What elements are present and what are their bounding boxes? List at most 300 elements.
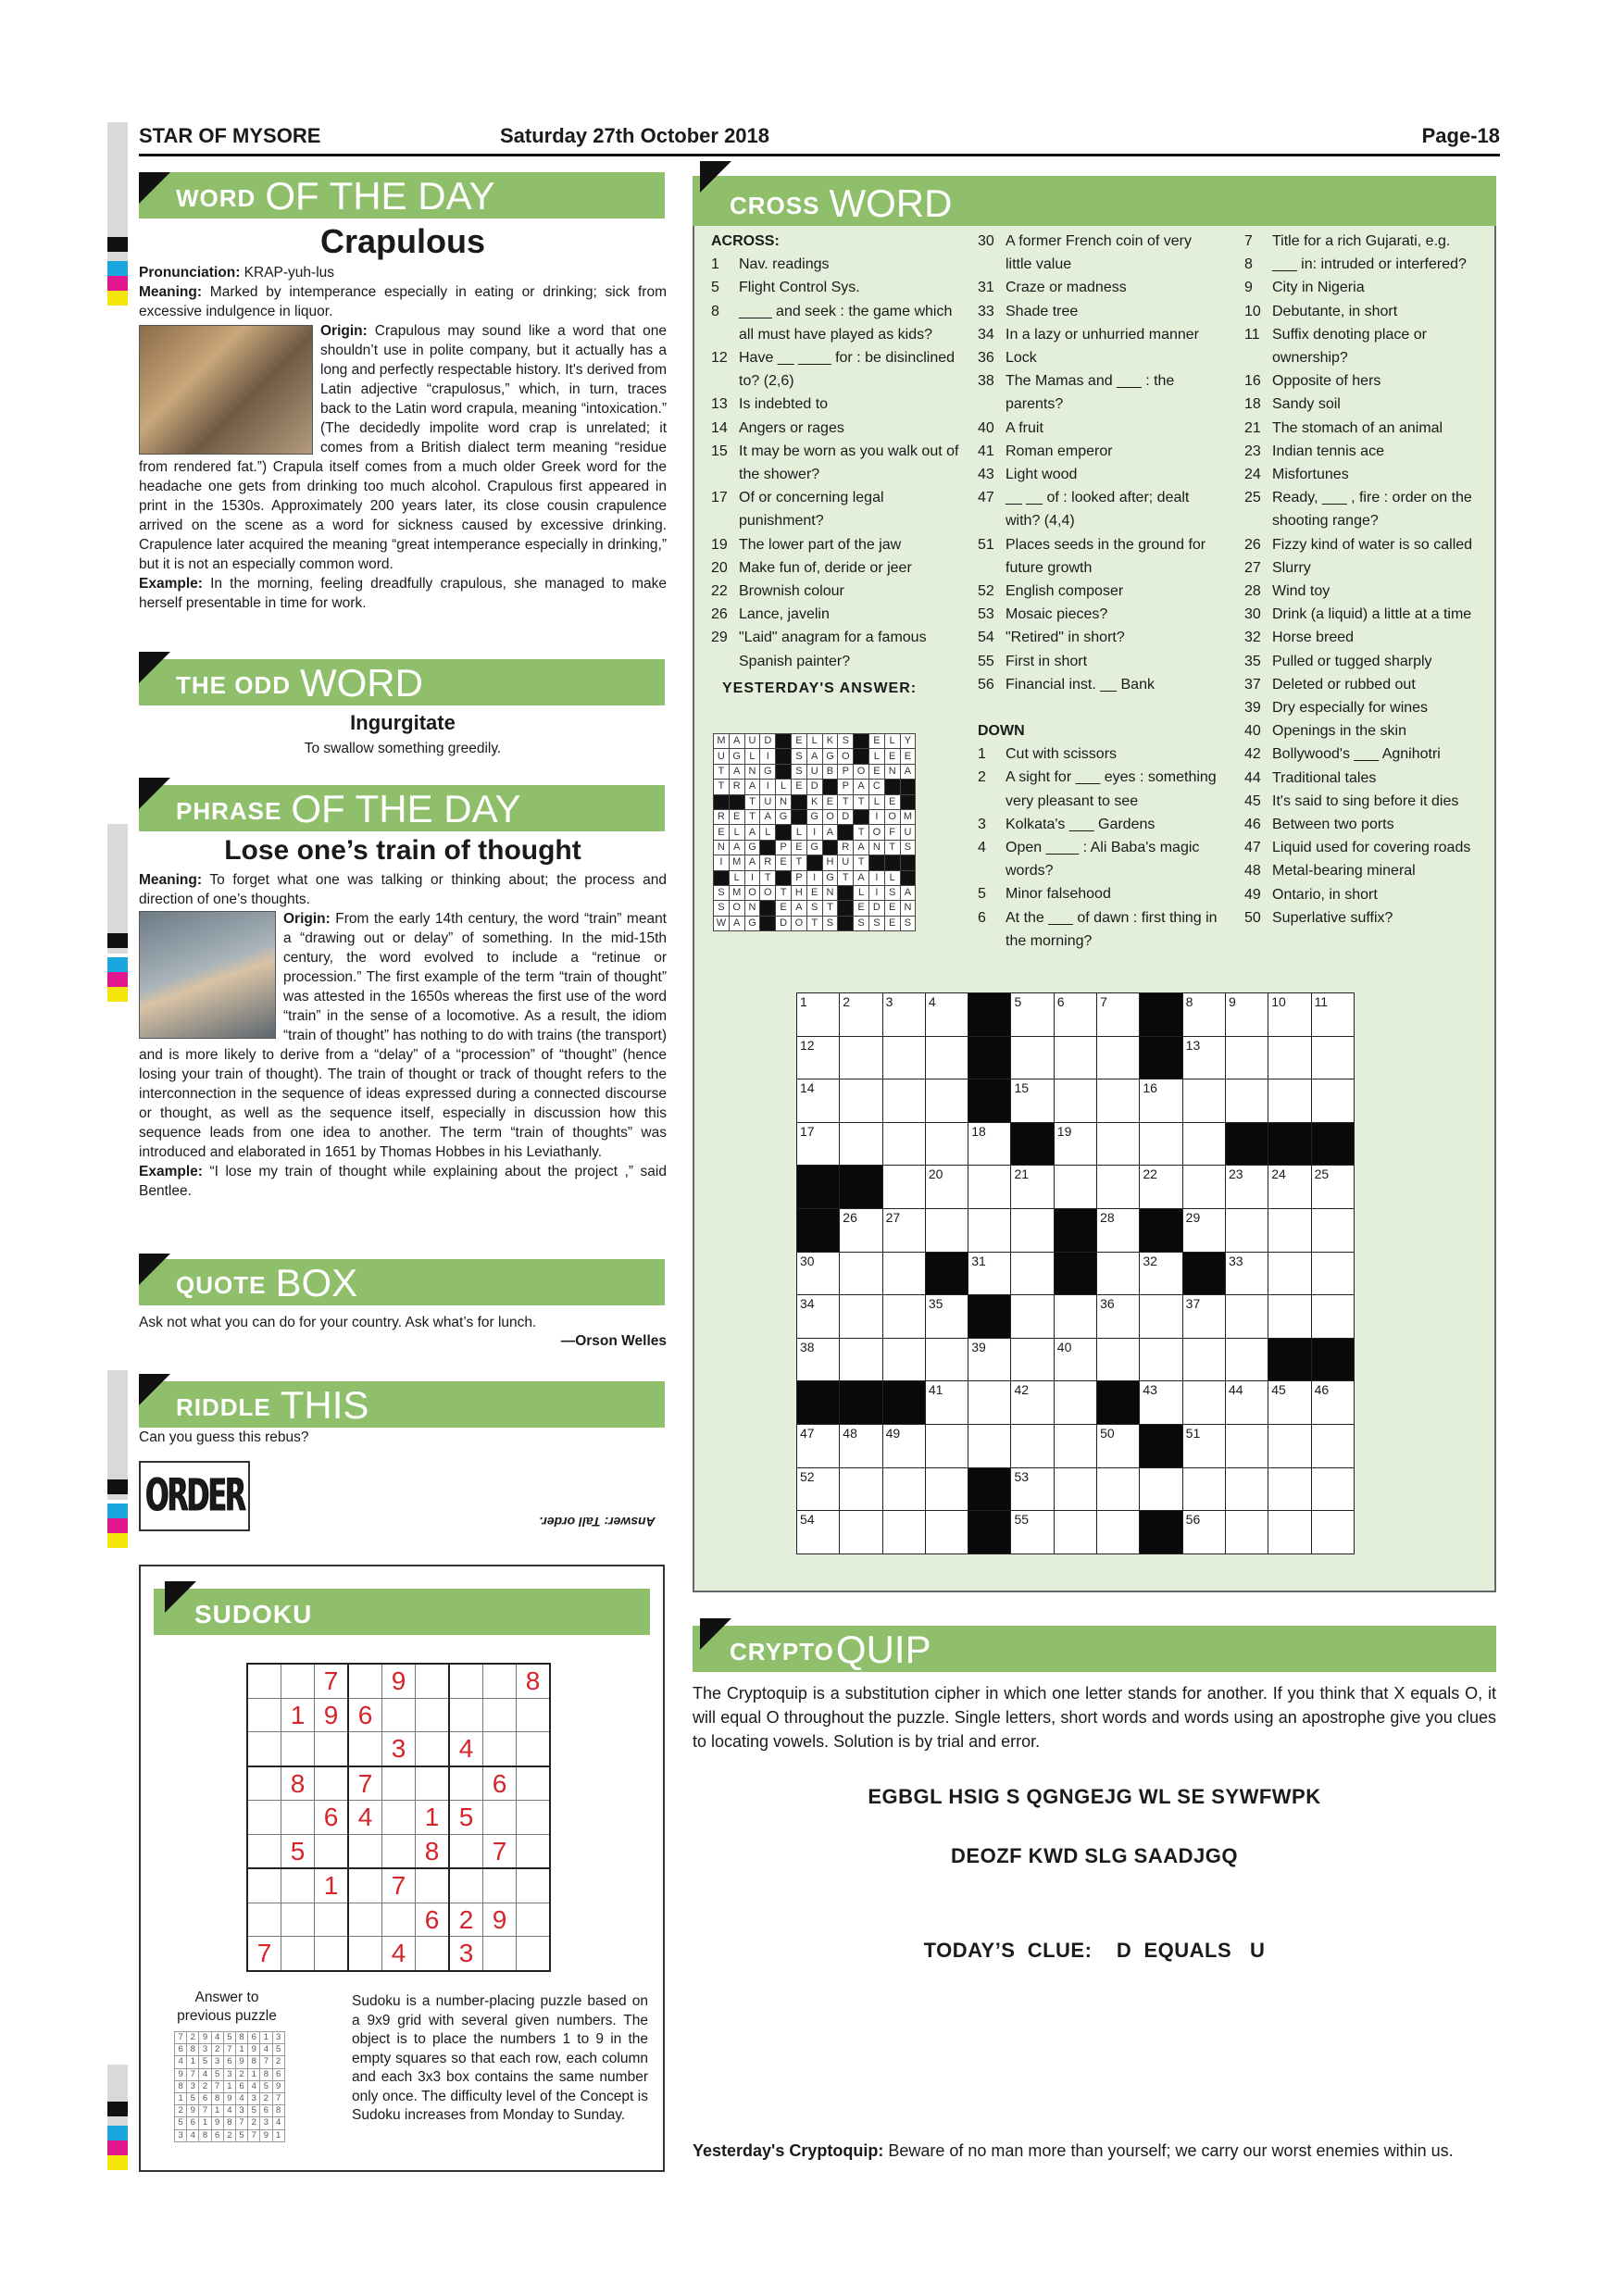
- crossword-cell[interactable]: [968, 1166, 1011, 1209]
- crossword-cell[interactable]: [1268, 1036, 1311, 1079]
- sudoku-cell[interactable]: [416, 1766, 450, 1801]
- crossword-cell[interactable]: [1011, 1424, 1054, 1467]
- clue-number: 44: [1244, 769, 1261, 786]
- sudoku-cell[interactable]: [416, 1868, 450, 1903]
- crossword-cell[interactable]: [840, 1467, 882, 1511]
- sudoku-cell[interactable]: 4: [348, 1801, 382, 1835]
- crossword-cell[interactable]: [882, 1338, 925, 1381]
- crossword-cell[interactable]: [840, 1208, 882, 1252]
- clue-number: 46: [1244, 817, 1261, 833]
- clue-number: 1: [711, 256, 719, 273]
- sudoku-cell[interactable]: [247, 1698, 281, 1732]
- sudoku-cell[interactable]: [382, 1766, 416, 1801]
- answer-letter: E: [884, 916, 900, 930]
- crossword-cell[interactable]: [1268, 993, 1311, 1037]
- answer-letter: E: [791, 780, 806, 794]
- sudoku-cell[interactable]: [348, 1834, 382, 1868]
- sudoku-cell[interactable]: [382, 1834, 416, 1868]
- crossword-cell[interactable]: [882, 1467, 925, 1511]
- crossword-cell[interactable]: [882, 1208, 925, 1252]
- crossword-cell[interactable]: [1182, 1295, 1225, 1339]
- clue-number: 3: [978, 816, 986, 832]
- crossword-cell[interactable]: [1140, 1338, 1182, 1381]
- sudoku-cell[interactable]: 6: [315, 1801, 349, 1835]
- sudoku-cell[interactable]: [315, 1732, 349, 1766]
- clue-text: "Retired" in short?: [1006, 630, 1125, 646]
- banner-label-small: SUDOKU: [194, 1600, 313, 1628]
- crossword-cell[interactable]: [1011, 1252, 1054, 1295]
- crossword-cell[interactable]: [1054, 1166, 1096, 1209]
- answer-letter: A: [744, 825, 760, 840]
- sudoku-cell[interactable]: 1: [281, 1698, 315, 1732]
- clue-text: Debutante, in short: [1272, 303, 1398, 319]
- crossword-cell[interactable]: [925, 1381, 968, 1425]
- sudoku-cell[interactable]: [517, 1801, 551, 1835]
- crossword-cell[interactable]: [797, 1079, 840, 1123]
- sudoku-cell[interactable]: [247, 1664, 281, 1698]
- crossword-cell[interactable]: [1268, 1079, 1311, 1123]
- answer-letter: R: [760, 855, 776, 870]
- answer-letter: O: [822, 809, 838, 824]
- sudoku-cell[interactable]: 8: [416, 1834, 450, 1868]
- cell-number: 13: [1185, 1037, 1201, 1053]
- sudoku-cell[interactable]: [449, 1868, 483, 1903]
- crossword-cell[interactable]: [1311, 1511, 1354, 1554]
- sudoku-cell[interactable]: 5: [449, 1801, 483, 1835]
- crossword-cell[interactable]: [1097, 1338, 1140, 1381]
- crossword-cell[interactable]: [840, 1036, 882, 1079]
- crossword-cell[interactable]: [1268, 1467, 1311, 1511]
- crossword-cell[interactable]: [1054, 1036, 1096, 1079]
- crossword-cell[interactable]: [797, 1122, 840, 1166]
- clue-text: Minor falsehood: [1006, 886, 1111, 903]
- crossword-cell[interactable]: [925, 1166, 968, 1209]
- sudoku-cell[interactable]: [315, 1903, 349, 1937]
- crossword-cell[interactable]: [1097, 993, 1140, 1037]
- answer-letter: A: [900, 885, 916, 900]
- clue-text: Kolkata's ___ Gardens: [1006, 816, 1156, 832]
- crossword-cell[interactable]: [1311, 1424, 1354, 1467]
- crossword-cell[interactable]: [1182, 1208, 1225, 1252]
- sudoku-cell[interactable]: [416, 1698, 450, 1732]
- crossword-cell[interactable]: [1182, 1511, 1225, 1554]
- sudoku-cell[interactable]: [517, 1698, 551, 1732]
- crossword-cell[interactable]: [1225, 1381, 1268, 1425]
- sudoku-cell[interactable]: [348, 1937, 382, 1971]
- crossword-cell[interactable]: [1097, 1295, 1140, 1339]
- crossword-cell[interactable]: [1097, 1079, 1140, 1123]
- black-square: [968, 1079, 1011, 1123]
- crossword-cell[interactable]: [1182, 1122, 1225, 1166]
- clue-number: 20: [711, 559, 728, 576]
- crossword-cell[interactable]: [1268, 1166, 1311, 1209]
- crossword-cell[interactable]: [1225, 1467, 1268, 1511]
- crossword-cell[interactable]: [925, 1424, 968, 1467]
- crossword-cell[interactable]: [968, 1252, 1011, 1295]
- banner-label-small: WORD: [176, 184, 256, 212]
- sudoku-cell[interactable]: 4: [382, 1937, 416, 1971]
- answer-digit: 1: [223, 2080, 235, 2092]
- crossword-cell[interactable]: [840, 993, 882, 1037]
- sudoku-cell[interactable]: [247, 1801, 281, 1835]
- crossword-cell[interactable]: [1311, 1381, 1354, 1425]
- sudoku-cell[interactable]: [449, 1766, 483, 1801]
- crossword-cell[interactable]: [1311, 1036, 1354, 1079]
- crossword-cell[interactable]: [1097, 1122, 1140, 1166]
- sudoku-cell[interactable]: 1: [416, 1801, 450, 1835]
- crossword-cell[interactable]: [1011, 1295, 1054, 1339]
- crossword-cell[interactable]: [1311, 1467, 1354, 1511]
- sudoku-cell[interactable]: [483, 1937, 517, 1971]
- cell-number: 49: [885, 1425, 901, 1441]
- crossword-cell[interactable]: [840, 1424, 882, 1467]
- sudoku-cell[interactable]: [247, 1868, 281, 1903]
- crossword-cell[interactable]: [1225, 1511, 1268, 1554]
- crossword-cell[interactable]: [1182, 1467, 1225, 1511]
- sudoku-cell[interactable]: [281, 1937, 315, 1971]
- sudoku-cell[interactable]: [247, 1834, 281, 1868]
- black-square: [776, 749, 792, 764]
- crossword-cell[interactable]: [1140, 1079, 1182, 1123]
- answer-letter: O: [838, 749, 854, 764]
- answer-letter: T: [884, 840, 900, 855]
- crossword-cell[interactable]: [1140, 1252, 1182, 1295]
- cell-number: 50: [1100, 1425, 1115, 1441]
- crossword-cell[interactable]: [797, 1295, 840, 1339]
- crossword-cell[interactable]: [882, 1079, 925, 1123]
- crossword-cell[interactable]: [925, 1122, 968, 1166]
- crossword-banner: [693, 176, 1496, 226]
- crossword-cell[interactable]: [1311, 1079, 1354, 1123]
- crossword-cell[interactable]: [925, 1338, 968, 1381]
- clue-text: The lower part of the jaw: [739, 536, 902, 553]
- crossword-cell[interactable]: [1225, 1166, 1268, 1209]
- sudoku-cell[interactable]: [348, 1664, 382, 1698]
- sudoku-cell[interactable]: 7: [315, 1664, 349, 1698]
- crossword-cell[interactable]: [1011, 1511, 1054, 1554]
- sudoku-cell[interactable]: [348, 1732, 382, 1766]
- crossword-cell[interactable]: [1054, 1338, 1096, 1381]
- sudoku-cell[interactable]: 9: [315, 1698, 349, 1732]
- crossword-cell[interactable]: [1011, 1036, 1054, 1079]
- banner-label-big: THIS: [280, 1383, 369, 1427]
- cell-number: 25: [1314, 1167, 1330, 1182]
- sudoku-cell[interactable]: [517, 1732, 551, 1766]
- clue-text: __ __ of : looked after; dealt with? (4,4): [1006, 490, 1190, 530]
- black-square: [1140, 1424, 1182, 1467]
- crossword-cell[interactable]: [1011, 1208, 1054, 1252]
- sudoku-cell[interactable]: [281, 1903, 315, 1937]
- sudoku-cell[interactable]: [449, 1834, 483, 1868]
- crossword-cell[interactable]: [882, 1511, 925, 1554]
- crossword-cell[interactable]: [840, 1338, 882, 1381]
- sudoku-cell[interactable]: 3: [449, 1937, 483, 1971]
- crossword-cell[interactable]: [1311, 1252, 1354, 1295]
- sudoku-cell[interactable]: [517, 1834, 551, 1868]
- crossword-cell[interactable]: [968, 1208, 1011, 1252]
- riddle-answer-upside-down: Answer: Tall order.: [539, 1515, 656, 1529]
- crossword-cell[interactable]: [1140, 1166, 1182, 1209]
- odd-word-banner: [139, 659, 665, 705]
- sudoku-cell[interactable]: 8: [281, 1766, 315, 1801]
- crossword-cell[interactable]: [1311, 1166, 1354, 1209]
- crossword-cell[interactable]: [1268, 1295, 1311, 1339]
- clue-item: [978, 346, 1218, 369]
- sudoku-cell[interactable]: [281, 1664, 315, 1698]
- crossword-cell[interactable]: [797, 1338, 840, 1381]
- crossword-cell[interactable]: [1140, 1295, 1182, 1339]
- crossword-cell[interactable]: [882, 1166, 925, 1209]
- crossword-cell[interactable]: [1097, 1424, 1140, 1467]
- answer-letter: G: [744, 840, 760, 855]
- across-clues-col1: [711, 230, 961, 700]
- cell-number: 14: [800, 1080, 815, 1096]
- clue-text: Bollywood's ___ Agnihotri: [1272, 746, 1441, 763]
- sudoku-cell[interactable]: 5: [281, 1834, 315, 1868]
- clue-number: 43: [978, 467, 994, 483]
- sudoku-cell[interactable]: [348, 1868, 382, 1903]
- sudoku-cell[interactable]: [315, 1937, 349, 1971]
- crossword-cell[interactable]: [1311, 1208, 1354, 1252]
- crossword-cell[interactable]: [1011, 1467, 1054, 1511]
- crossword-cell[interactable]: [968, 1424, 1011, 1467]
- crossword-cell[interactable]: [1225, 993, 1268, 1037]
- crossword-cell[interactable]: [968, 1338, 1011, 1381]
- sudoku-cell[interactable]: [382, 1801, 416, 1835]
- sudoku-cell[interactable]: 6: [416, 1903, 450, 1937]
- sudoku-cell[interactable]: [382, 1698, 416, 1732]
- sudoku-cell[interactable]: 7: [348, 1766, 382, 1801]
- crossword-cell[interactable]: [1097, 1208, 1140, 1252]
- crossword-cell[interactable]: [1268, 1252, 1311, 1295]
- crossword-cell[interactable]: [1182, 1079, 1225, 1123]
- crossword-cell[interactable]: [882, 1122, 925, 1166]
- crossword-cell[interactable]: [1097, 1166, 1140, 1209]
- crossword-cell[interactable]: [1011, 1381, 1054, 1425]
- sudoku-cell[interactable]: [348, 1903, 382, 1937]
- answer-digit: 1: [248, 2068, 260, 2080]
- answer-letter: L: [744, 749, 760, 764]
- corner-triangle-icon: [139, 172, 170, 204]
- crossword-cell[interactable]: [1182, 1424, 1225, 1467]
- answer-letter: T: [776, 885, 792, 900]
- answer-letter: A: [729, 840, 744, 855]
- crossword-cell[interactable]: [1011, 1338, 1054, 1381]
- clue-text: The stomach of an animal: [1272, 419, 1443, 436]
- crossword-cell[interactable]: [882, 1036, 925, 1079]
- crossword-cell[interactable]: [1182, 1338, 1225, 1381]
- sudoku-cell[interactable]: [247, 1903, 281, 1937]
- crossword-cell[interactable]: [797, 1424, 840, 1467]
- sudoku-cell[interactable]: 3: [382, 1732, 416, 1766]
- sudoku-cell[interactable]: [416, 1937, 450, 1971]
- crossword-cell[interactable]: [1097, 1252, 1140, 1295]
- crossword-cell[interactable]: [1054, 1511, 1096, 1554]
- crossword-cell[interactable]: [882, 993, 925, 1037]
- clue-number: 19: [711, 536, 728, 553]
- crossword-cell[interactable]: [925, 1036, 968, 1079]
- clue-text: Nav. readings: [739, 256, 830, 273]
- crossword-cell[interactable]: [1140, 1122, 1182, 1166]
- sudoku-cell[interactable]: [449, 1664, 483, 1698]
- crossword-cell[interactable]: [1140, 1381, 1182, 1425]
- sudoku-cell[interactable]: 1: [315, 1868, 349, 1903]
- clue-number: 50: [1244, 909, 1261, 926]
- crossword-cell[interactable]: [797, 1511, 840, 1554]
- crossword-cell[interactable]: [1054, 1424, 1096, 1467]
- crossword-cell[interactable]: [840, 1511, 882, 1554]
- crossword-cell[interactable]: [1268, 1511, 1311, 1554]
- sudoku-grid[interactable]: [246, 1663, 551, 1972]
- clue-item: [711, 603, 961, 626]
- crossword-cell[interactable]: [1054, 993, 1096, 1037]
- crossword-cell[interactable]: [882, 1424, 925, 1467]
- sudoku-cell[interactable]: [382, 1903, 416, 1937]
- crossword-cell[interactable]: [1225, 1424, 1268, 1467]
- cell-number: 27: [885, 1209, 901, 1225]
- answer-digit: 9: [211, 2117, 223, 2129]
- crossword-cell[interactable]: [925, 1208, 968, 1252]
- clue-text: Liquid used for covering roads: [1272, 840, 1471, 856]
- sudoku-cell[interactable]: [247, 1766, 281, 1801]
- answer-digit: 2: [223, 2129, 235, 2141]
- crossword-cell[interactable]: [1182, 993, 1225, 1037]
- sudoku-cell[interactable]: [281, 1801, 315, 1835]
- crossword-cell[interactable]: [1011, 993, 1054, 1037]
- crossword-cell[interactable]: [1268, 1424, 1311, 1467]
- crossword-cell[interactable]: [1097, 1511, 1140, 1554]
- crossword-cell[interactable]: [1140, 1467, 1182, 1511]
- cell-number: 4: [928, 994, 936, 1009]
- sudoku-cell[interactable]: 7: [483, 1834, 517, 1868]
- crossword-cell[interactable]: [840, 1122, 882, 1166]
- sudoku-cell[interactable]: 4: [449, 1732, 483, 1766]
- answer-digit: 9: [199, 2032, 211, 2044]
- crossword-cell[interactable]: [1225, 1036, 1268, 1079]
- answer-digit: 6: [199, 2092, 211, 2104]
- crossword-cell[interactable]: [797, 1467, 840, 1511]
- sudoku-cell[interactable]: 7: [382, 1868, 416, 1903]
- crossword-cell[interactable]: [925, 1511, 968, 1554]
- clue-item: [711, 440, 961, 486]
- sudoku-cell[interactable]: [315, 1766, 349, 1801]
- sudoku-cell[interactable]: 9: [483, 1903, 517, 1937]
- sudoku-cell[interactable]: [483, 1732, 517, 1766]
- sudoku-cell[interactable]: [281, 1732, 315, 1766]
- crossword-cell[interactable]: [925, 1079, 968, 1123]
- sudoku-cell[interactable]: [517, 1766, 551, 1801]
- clue-item: [1244, 556, 1487, 580]
- crossword-cell[interactable]: [1182, 1036, 1225, 1079]
- crossword-cell[interactable]: [1311, 993, 1354, 1037]
- crossword-cell[interactable]: [797, 1036, 840, 1079]
- crossword-cell[interactable]: [1225, 1252, 1268, 1295]
- answer-letter: U: [714, 749, 730, 764]
- crossword-cell[interactable]: [1054, 1079, 1096, 1123]
- sudoku-cell[interactable]: 2: [449, 1903, 483, 1937]
- crossword-cell[interactable]: [840, 1295, 882, 1339]
- crossword-cell[interactable]: [1011, 1079, 1054, 1123]
- sudoku-cell[interactable]: [449, 1698, 483, 1732]
- crossword-cell[interactable]: [840, 1252, 882, 1295]
- sudoku-cell[interactable]: [517, 1903, 551, 1937]
- answer-letter: G: [822, 749, 838, 764]
- sudoku-cell[interactable]: [483, 1868, 517, 1903]
- crossword-cell[interactable]: [1182, 1166, 1225, 1209]
- black-square: [968, 993, 1011, 1037]
- banner-label-big: QUIP: [835, 1628, 931, 1671]
- crossword-cell[interactable]: [925, 993, 968, 1037]
- answer-letter: O: [791, 916, 806, 930]
- crossword-cell[interactable]: [1311, 1295, 1354, 1339]
- crossword-cell[interactable]: [968, 1381, 1011, 1425]
- sudoku-cell[interactable]: [247, 1732, 281, 1766]
- crossword-grid[interactable]: [796, 992, 1355, 1554]
- sudoku-cell[interactable]: [483, 1801, 517, 1835]
- crossword-cell[interactable]: [968, 1122, 1011, 1166]
- answer-digit: 6: [175, 2044, 187, 2056]
- crossword-cell[interactable]: [1225, 1079, 1268, 1123]
- crossword-cell[interactable]: [1182, 1381, 1225, 1425]
- crossword-cell[interactable]: [797, 993, 840, 1037]
- sudoku-cell[interactable]: [483, 1664, 517, 1698]
- cell-number: 56: [1185, 1512, 1201, 1528]
- crossword-cell[interactable]: [1225, 1295, 1268, 1339]
- crossword-cell[interactable]: [882, 1295, 925, 1339]
- crossword-cell[interactable]: [1225, 1208, 1268, 1252]
- crossword-cell[interactable]: [1054, 1467, 1096, 1511]
- crossword-cell[interactable]: [1054, 1381, 1096, 1425]
- sudoku-cell[interactable]: 8: [517, 1664, 551, 1698]
- sudoku-cell[interactable]: 9: [382, 1664, 416, 1698]
- crossword-cell[interactable]: [1054, 1122, 1096, 1166]
- sudoku-cell[interactable]: 6: [483, 1766, 517, 1801]
- clue-item: [978, 463, 1218, 486]
- sudoku-cell[interactable]: [517, 1868, 551, 1903]
- answer-digit: 7: [272, 2092, 284, 2104]
- clue-item: [1244, 533, 1487, 556]
- answer-letter: A: [744, 855, 760, 870]
- crossword-cell[interactable]: [1225, 1338, 1268, 1381]
- answer-letter: U: [838, 855, 854, 870]
- sudoku-cell[interactable]: [517, 1937, 551, 1971]
- crossword-cell[interactable]: [1054, 1295, 1096, 1339]
- crossword-cell[interactable]: [1011, 1166, 1054, 1209]
- crossword-cell[interactable]: [925, 1467, 968, 1511]
- crossword-cell[interactable]: [1097, 1036, 1140, 1079]
- clue-text: Roman emperor: [1006, 443, 1113, 459]
- crossword-cell[interactable]: [797, 1252, 840, 1295]
- answer-digit: 5: [175, 2117, 187, 2129]
- crossword-cell[interactable]: [925, 1295, 968, 1339]
- sudoku-cell[interactable]: [483, 1698, 517, 1732]
- cell-number: 11: [1314, 994, 1329, 1009]
- crossword-cell[interactable]: [1097, 1467, 1140, 1511]
- answer-digit: 3: [235, 2105, 247, 2117]
- answer-digit: 8: [175, 2080, 187, 2092]
- sudoku-cell[interactable]: 7: [247, 1937, 281, 1971]
- crossword-cell[interactable]: [1268, 1208, 1311, 1252]
- sudoku-cell[interactable]: [416, 1732, 450, 1766]
- sudoku-cell[interactable]: 6: [348, 1698, 382, 1732]
- sudoku-cell[interactable]: [315, 1834, 349, 1868]
- sudoku-cell[interactable]: [281, 1868, 315, 1903]
- clue-text: Between two ports: [1272, 817, 1394, 833]
- crossword-cell[interactable]: [882, 1252, 925, 1295]
- sudoku-cell[interactable]: [416, 1664, 450, 1698]
- crossword-cell[interactable]: [1268, 1381, 1311, 1425]
- crossword-cell[interactable]: [840, 1079, 882, 1123]
